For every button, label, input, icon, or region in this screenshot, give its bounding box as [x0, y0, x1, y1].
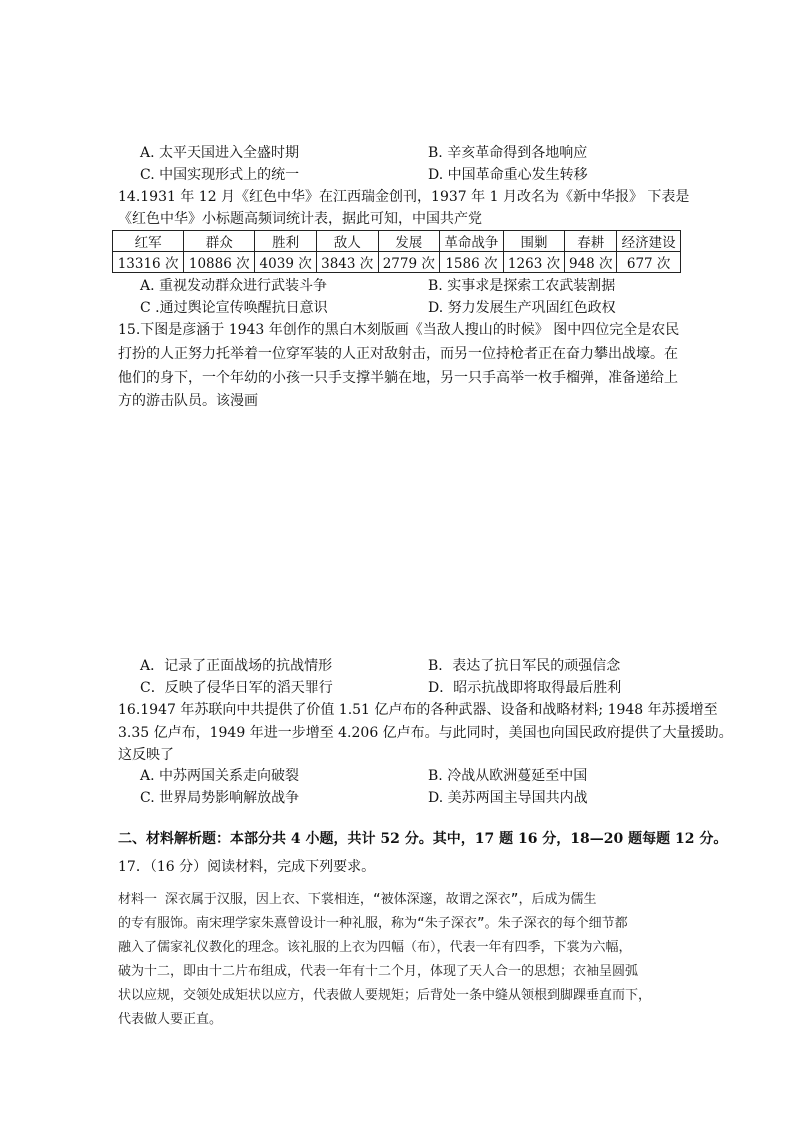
q16-option-a: A. 中苏两国关系走向破裂 — [140, 768, 300, 784]
q14-option-a: A. 重视发动群众进行武装斗争 — [140, 278, 328, 294]
q14-stem-line-2: 《红色中华》小标题高频词统计表，据此可知，中国共产党 — [118, 211, 482, 227]
table-header-cell: 革命战争 — [440, 231, 504, 252]
table-header-cell: 发展 — [378, 231, 440, 252]
table-header-cell: 春耕 — [565, 231, 617, 252]
table-cell: 948 次 — [565, 252, 617, 273]
table-cell: 4039 次 — [255, 252, 317, 273]
table-header-cell: 胜利 — [255, 231, 317, 252]
q13-option-b: B. 辛亥革命得到各地响应 — [428, 145, 588, 161]
table-cell: 677 次 — [617, 252, 681, 273]
table-cell: 3843 次 — [316, 252, 378, 273]
q14-option-d: D. 努力发展生产巩固红色政权 — [428, 300, 616, 316]
q16-stem-line-1: 16.1947 年苏联向中共提供了价值 1.51 亿卢布的各种武器、设备和战略材料; 1948 年苏援增至 — [118, 702, 718, 718]
material-line: 状以应规，交领处成矩状以应方，代表做人要规矩；后背处一条中缝从领根到脚踝垂直而下， — [118, 988, 652, 1003]
q13-option-d: D. 中国革命重心发生转移 — [428, 167, 588, 183]
q15-option-d: D．昭示抗战即将取得最后胜利 — [428, 680, 622, 696]
q16-option-c: C. 世界局势影响解放战争 — [140, 790, 300, 806]
table-cell: 1263 次 — [503, 252, 565, 273]
material-line: 破为十二，即由十二片布组成，代表一年有十二个月，体现了天人合一的思想；衣袖呈圆弧 — [118, 964, 639, 979]
q17-stem: 17．（16 分）阅读材料，完成下列要求。 — [118, 859, 376, 875]
q14-stem-line-1: 14.1931 年 12 月《红色中华》在江西瑞金创刊，1937 年 1 月改名为《新中华报》 下表是 — [118, 189, 690, 205]
q15-option-c: C．反映了侵华日军的滔天罪行 — [140, 680, 333, 696]
section-2-heading: 二、材料解析题：本部分共 4 小题，共计 52 分。其中，17 题 16 分，18—20 题每题 12 分。 — [118, 831, 728, 847]
table-row — [113, 252, 681, 273]
q16-option-d: D. 美苏两国主导国共内战 — [428, 790, 588, 806]
table-header-cell: 群众 — [184, 231, 255, 252]
table-header-cell: 围剿 — [503, 231, 565, 252]
q14-option-b: B. 实事求是探索工农武装割据 — [428, 278, 616, 294]
table-cell: 13316 次 — [113, 252, 184, 273]
q15-option-b: B．表达了抗日军民的顽强信念 — [428, 658, 621, 674]
table-header-row — [113, 231, 681, 252]
material-line: 材料一 深衣属于汉服，因上衣、下裳相连，“被体深邃，故谓之深衣”，后成为儒生 — [118, 892, 597, 907]
q16-stem-line-3: 这反映了 — [118, 747, 174, 763]
q15-stem-line-1: 15.下图是彦涵于 1943 年创作的黑白木刻版画《当敌人搜山的时候》 图中四位完全是农民 — [118, 322, 680, 338]
table-cell: 10886 次 — [184, 252, 255, 273]
table-header-cell: 红军 — [113, 231, 184, 252]
material-line: 融入了儒家礼仪教化的理念。该礼服的上衣为四幅（布），代表一年有四季，下裳为六幅， — [118, 940, 632, 955]
q13-option-c: C. 中国实现形式上的统一 — [140, 167, 300, 183]
q16-option-b: B. 冷战从欧洲蔓延至中国 — [428, 768, 588, 784]
q15-stem-line-4: 方的游击队员。该漫画 — [118, 393, 258, 409]
q16-stem-line-2: 3.35 亿卢布，1949 年进一步增至 4.206 亿卢布。与此同时，美国也向国民政府提供了大量援助。 — [118, 725, 733, 741]
q15-stem-line-2: 打扮的人正努力托举着一位穿军装的人正对敌射击，而另一位持枪者正在奋力攀出战壕。在 — [118, 346, 678, 362]
q15-option-a: A．记录了正面战场的抗战情形 — [140, 658, 333, 674]
q15-stem-line-3: 他们的身下，一个年幼的小孩一只手支撑半躺在地，另一只手高举一枚手榴弹，准备递给上 — [118, 370, 678, 386]
q14-option-c: C .通过舆论宣传唤醒抗日意识 — [140, 300, 328, 316]
table-cell: 2779 次 — [378, 252, 440, 273]
table-header-cell: 敌人 — [316, 231, 378, 252]
q17-material-1 — [118, 888, 686, 1032]
table-header-cell: 经济建设 — [617, 231, 681, 252]
material-line: 代表做人要正直。 — [118, 1012, 223, 1027]
q14-frequency-table — [112, 230, 681, 273]
q13-option-a: A. 太平天国进入全盛时期 — [140, 145, 300, 161]
material-line: 的专有服饰。南宋理学家朱熹曾设计一种礼服，称为“朱子深衣”。朱子深衣的每个细节都 — [118, 916, 628, 931]
table-cell: 1586 次 — [440, 252, 504, 273]
